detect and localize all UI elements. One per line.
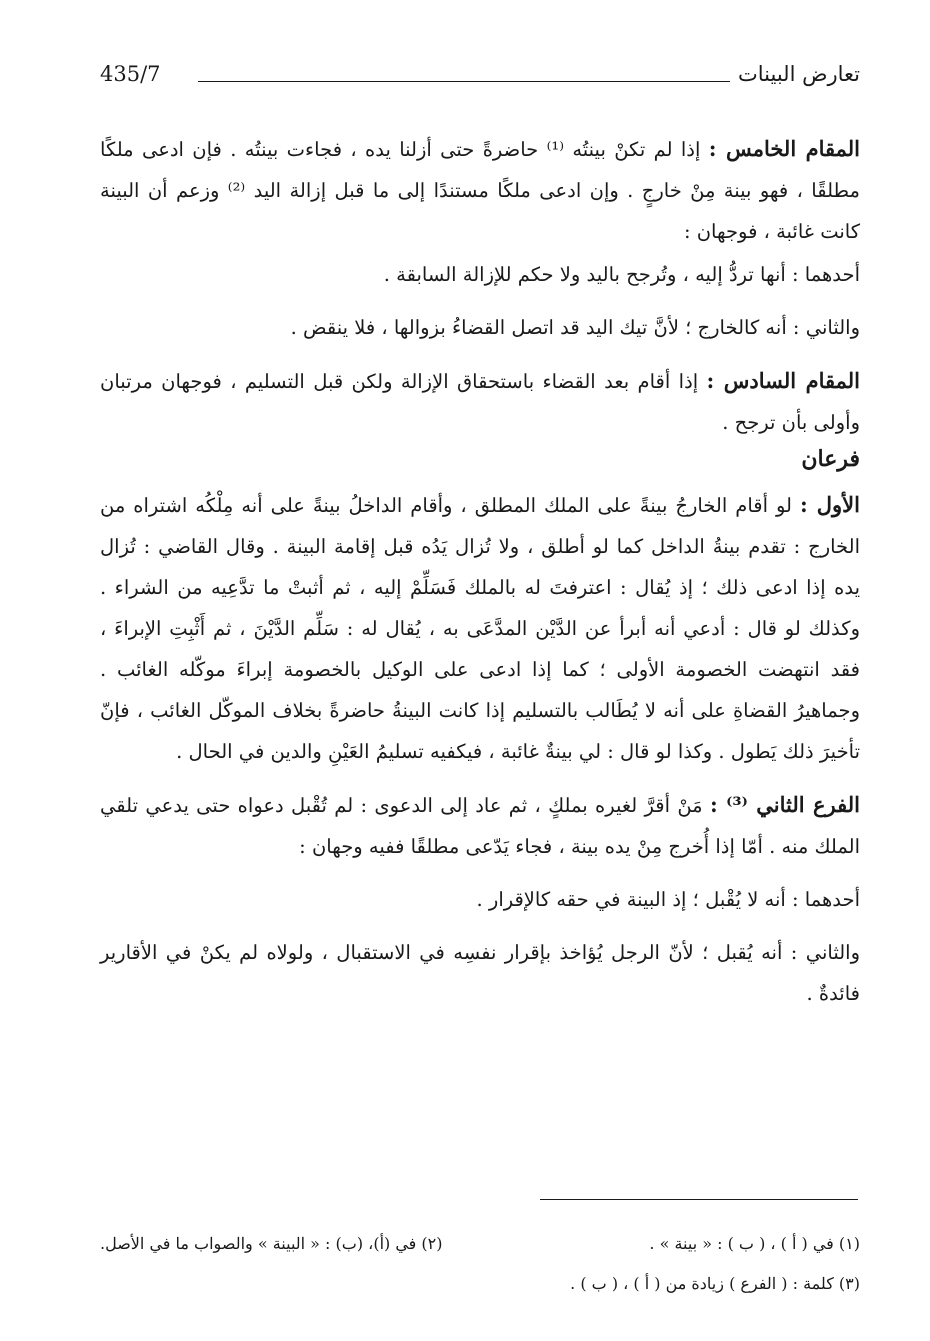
footnote-2: (٢) في (أ)، (ب) : « البينة » والصواب ما في الأصل. [100, 1234, 443, 1253]
paragraph-text: مَنْ أقرَّ لغيره بملكٍ ، ثم عاد إلى الدعوى : لم تُقْبل دعواه حتى يدعي تلقي الملك منه . أمّا إذا أُخرج مِنْ يده بينة ، فجاء يَدّعى مطلقًا ففيه وجهان : [100, 794, 860, 858]
page-body [100, 128, 860, 1026]
paragraph-option-2 [100, 932, 860, 1014]
paragraph-lead: الأول : [799, 492, 860, 517]
running-title: تعارض البينات [738, 62, 860, 86]
paragraph-option-1 [100, 254, 860, 295]
paragraph-text: والثاني : أنه يُقبل ؛ لأنّ الرجل يُؤاخذ بإقرار نفسِه في الاستقبال ، ولولاه لم يكنْ في الأقارير فائدةٌ . [100, 941, 860, 1005]
paragraph-option-1 [100, 879, 860, 920]
footnote-1: (١) في ( أ ) ، ( ب ) : « بينة » . [649, 1234, 860, 1253]
paragraph-text: لو أقام الخارجُ بينةً على الملك المطلق ، وأقام الداخلُ بينةً على أنه مِلْكُه اشتراه من الخارج : تقدم بينةُ الداخل كما لو أطلق ، ولا تُزال يَدُه قبل إقامة البينة . وقال القاضي : تُزال يده إذا ادعى ذلك ؛ إذ يُقال : اعترفتَ له بالملك فَسَلِّمْ إليه ، ثم أثبتْ ما تدَّعِيه من الشراء . وكذلك لو قال : أدعي أنه أبرأ عن الدَّيْن المدَّعَى به ، يُقال له : سَلِّم الدَّيْنَ ، ثم أَثْبِتِ الإبراءَ ، فقد انتهضت الخصومة الأولى ؛ كما إذا ادعى على الوكيل بالخصومة إبراءَ موكّله الغائب . وجماهيرُ القضاةِ على أنه لا يُطَالب بالتسليم إذا كانت البينةُ حاضرةً بخلاف الموكّل الغائب ، فإنّ تأخيرَ ذلك يَطول . وكذا لو قال : لي بينةٌ غائبة ، فيكفيه تسليمُ العَيْنِ والدين في الحال . [100, 494, 860, 763]
paragraph-option-2 [100, 307, 860, 348]
page-number: 435/7 [100, 62, 161, 86]
footnotes [100, 1224, 860, 1304]
header-rule [198, 81, 730, 82]
paragraph-lead: المقام الخامس : [708, 136, 861, 161]
paragraph-maqam-6 [100, 360, 860, 443]
paragraph-text: والثاني : أنه كالخارج ؛ لأنَّ تيك اليد قد اتصل القضاءُ بزوالها ، فلا ينقض . [290, 316, 860, 339]
paragraph-text: أحدهما : أنه لا يُقْبل ؛ إذ البينة في حقه كالإقرار . [476, 888, 860, 911]
footnote-3: (٣) كلمة : ( الفرع ) زيادة من ( أ ) ، ( ب ) . [570, 1274, 860, 1293]
section-heading: فرعان [801, 446, 860, 472]
paragraph-text: إذا أقام بعد القضاء باستحقاق الإزالة ولكن قبل التسليم ، فوجهان مرتبان وأولى بأن ترجح . [100, 370, 860, 434]
footnote-row [100, 1264, 860, 1304]
paragraph-lead: المقام السادس : [706, 368, 861, 393]
paragraph-maqam-5 [100, 128, 860, 252]
paragraph-branch-2 [100, 784, 860, 867]
running-header [100, 62, 860, 90]
footnote-row [100, 1224, 860, 1264]
footnote-separator [540, 1199, 858, 1200]
paragraph-branch-1 [100, 484, 860, 772]
paragraph-text: إذا لم تكنْ بينتُه ⁽¹⁾ حاضرةً حتى أزلنا يده ، فجاءت بينتُه . فإن ادعى ملكًا مطلقًا ، فهو بينة مِنْ خارجٍ . وإن ادعى ملكًا مستندًا إلى ما قبل إزالة اليد ⁽²⁾ وزعم أن البينة كانت غائبة ، فوجهان : [100, 138, 860, 243]
paragraph-text: أحدهما : أنها تردُّ إليه ، وتُرجح باليد ولا حكم للإزالة السابقة . [383, 263, 860, 286]
paragraph-lead: الفرع الثاني ⁽³⁾ : [709, 792, 860, 817]
